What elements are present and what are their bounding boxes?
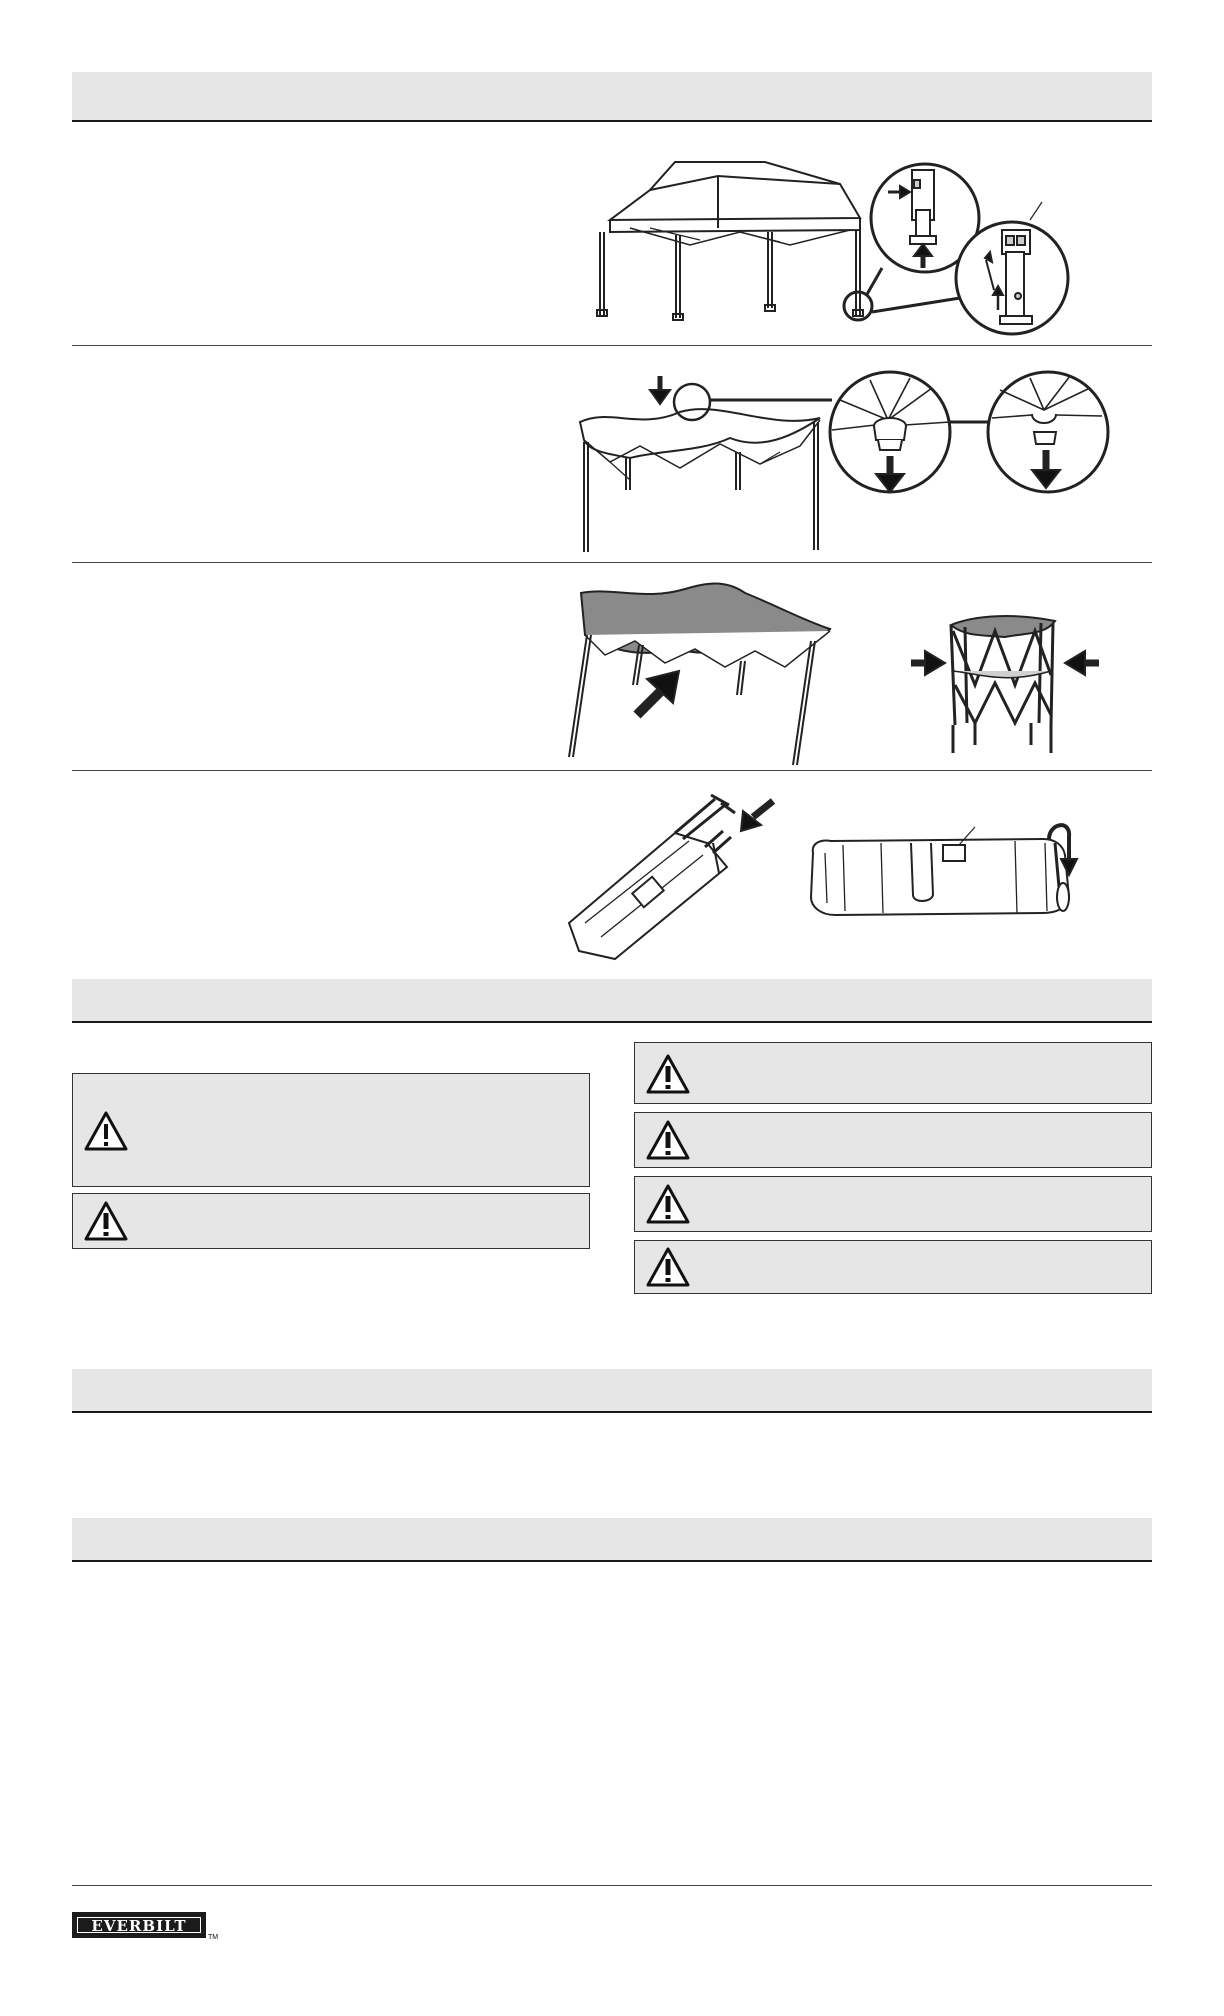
step-divider-3 [72, 770, 1152, 771]
warning-box-right-4 [634, 1240, 1152, 1294]
warning-box-right-3 [634, 1176, 1152, 1232]
warning-box-left-2 [72, 1193, 590, 1249]
section-header-band-3 [72, 1369, 1152, 1413]
footer-rule [72, 1885, 1152, 1886]
section-header-band-4 [72, 1518, 1152, 1562]
figure-canopy-leg-lock [590, 140, 1100, 340]
warning-box-large [72, 1073, 590, 1187]
brand-logo [72, 1912, 206, 1938]
warning-box-right-1 [634, 1042, 1152, 1104]
warning-triangle-icon [645, 1246, 691, 1293]
trademark-mark: TM [208, 1934, 219, 1941]
section-header-band-2 [72, 979, 1152, 1023]
figure-fold-frame [555, 575, 1115, 770]
warning-box-right-2 [634, 1112, 1152, 1168]
warning-triangle-icon [83, 1110, 129, 1157]
step-divider-1 [72, 345, 1152, 346]
warning-triangle-icon [645, 1119, 691, 1166]
brand-logo-text: EVERBILT [77, 1917, 201, 1933]
warning-triangle-icon [645, 1183, 691, 1230]
warning-triangle-icon [645, 1053, 691, 1100]
section-header-band-1 [72, 72, 1152, 122]
figure-center-hub-release [570, 360, 1110, 560]
warning-triangle-icon [83, 1200, 129, 1247]
step-divider-2 [72, 562, 1152, 563]
figure-storage-bag [555, 783, 1095, 963]
